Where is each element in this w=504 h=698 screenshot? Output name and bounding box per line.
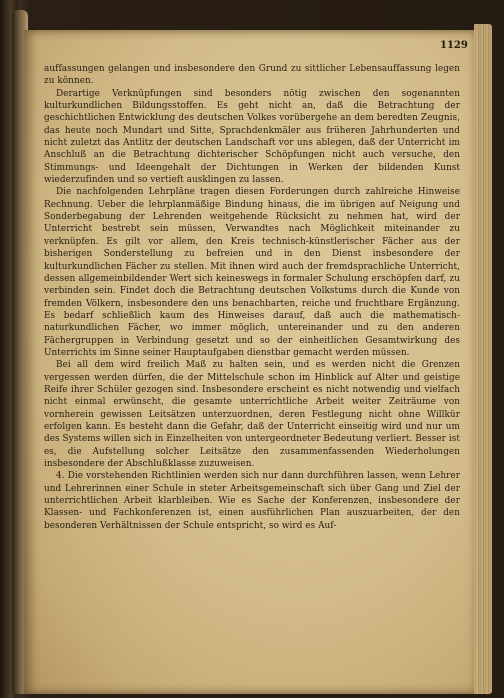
page-stack-edge [474,24,492,694]
page-body-text [44,63,460,532]
paragraph: Derartige Verknüpfungen sind besonders nötig zwischen den sogenannten kulturkundlichen Bildungsstoffen. Es geht nicht an, daß die Betrachtung der geschichtlichen Entwicklung des deutschen Volkes vorübergehe an dem beredten Zeugnis, das heute noch Mundart und Sitte, Sprachdenkmäler aus früheren Jahrhunderten und nicht zuletzt das Antlitz der deutschen Landschaft vor uns ablegen, daß der Unterricht im Anschluß an die Betrachtung dichterischer Schöpfungen nicht auch versuche, den Stimmungs- und Ideengehalt der Dichtungen in Werken der bildenden Kunst wiederzufinden und so vertieft ausklingen zu lassen. [44,88,460,186]
paragraph: Die nachfolgenden Lehrpläne tragen diesen Forderungen durch zahlreiche Hinweise Rechnung. Ueber die lehrplanmäßige Bindung hinaus, die im übrigen auf Neigung und Sonderbegabung der Lehrenden weitgehende Rücksicht zu nehmen hat, wird der Unterricht bestrebt sein müssen, Verwandtes nach Möglichkeit miteinander zu verknüpfen. Es gilt vor allem, den Kreis technisch-künstlerischer Fächer aus der bisherigen Sonderstellung zu befreien und in den Dienst insbesondere der kulturkundlichen Fächer zu stellen. Mit ihnen wird auch der fremdsprachliche Unterricht, dessen allgemeinbildender Wert sich keineswegs in formaler Schulung erschöpfen darf, zu verbinden sein. Findet doch die Betrachtung deutschen Volkstums durch die Kunde von fremden Völkern, insbesondere den uns benachbarten, reiche und fruchtbare Ergänzung. Es bedarf schließlich kaum des Hinweises darauf, daß auch die mathematisch-naturkundlichen Fächer, wo immer möglich, untereinander und zu den anderen Fächergruppen in Verbindung gesetzt und so der einheitlichen Gesamtwirkung des Unterrichts im Sinne seiner Hauptaufgaben dienstbar gemacht werden müssen. [44,187,460,358]
paragraph: Bei all dem wird freilich Maß zu halten sein, und es werden nicht die Grenzen vergessen werden dürfen, die der Mittelschule schon im Hinblick auf Alter und geistige Reife ihrer Schüler gezogen sind. Insbesondere erscheint es nicht notwendig und vielfach nicht einmal erwünscht, die gesamte unterrichtliche Arbeit weiter Zeiträume von vornherein gewissen Leitsätzen unterzuordnen, deren Festlegung nicht ohne Willkür erfolgen kann. Es besteht dann die Gefahr, daß der Unterricht einseitig wird und nur um des Systems willen sich in Einzelheiten von untergeordneter Bedeutung verliert. Besser ist es, die Aufstellung solcher Leitsätze den zusammenfassenden Wiederholungen insbesondere der Abschlußklasse zuzuweisen. [44,360,460,469]
paragraph: 4. Die vorstehenden Richtlinien werden sich nur dann durchführen lassen, wenn Lehrer und Lehrerinnen einer Schule in steter Arbeitsgemeinschaft sich über Gang und Ziel der unterrichtlichen Arbeit klarbleiben. Wie es Sache der Konferenzen, insbesondere der Klassen- und Fachkonferenzen ist, einen ausführlichen Plan auszuarbeiten, der den besonderen Verhältnissen der Schule entspricht, so wird es Auf- [44,471,460,531]
paragraph: auffassungen gelangen und insbesondere den Grund zu sittlicher Lebensauffassung legen zu können. [44,64,460,87]
page-number: 1129 [440,40,468,51]
